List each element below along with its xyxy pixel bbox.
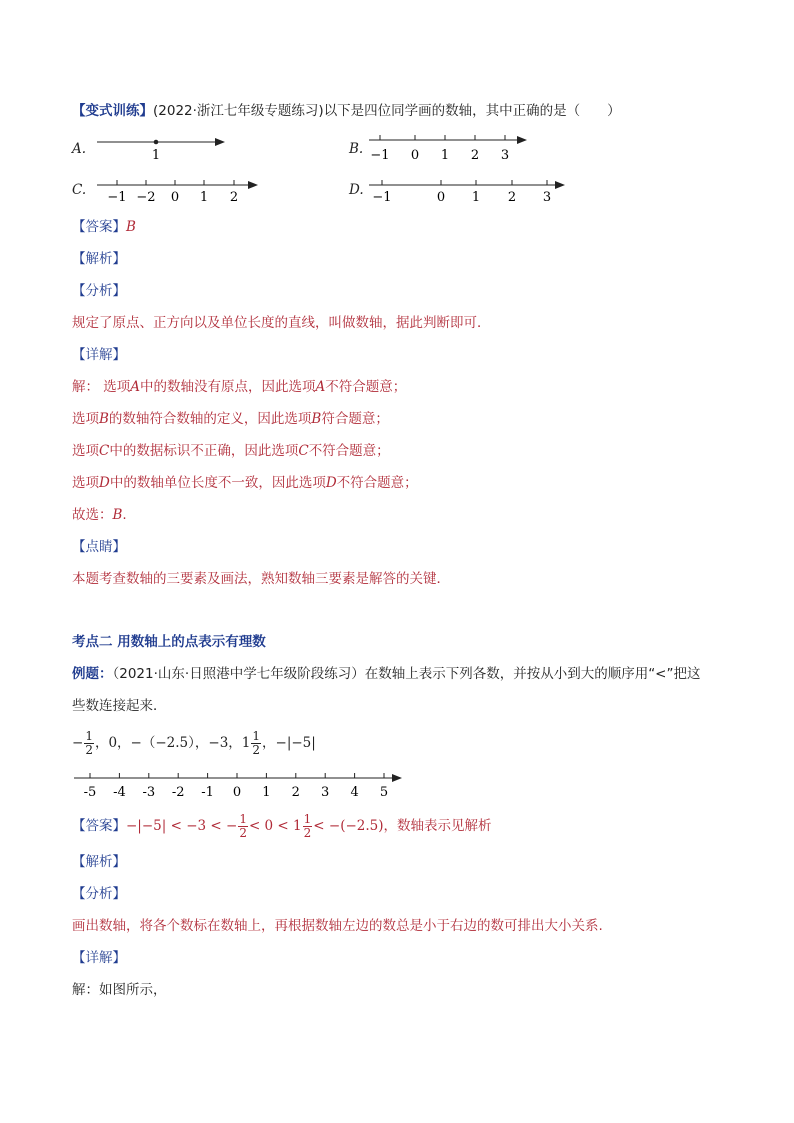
- answer-line-2: [72, 811, 492, 841]
- minus-sign: −: [72, 735, 84, 751]
- detail-tag: 【详解】: [72, 950, 126, 966]
- detail-text: 选项: [72, 411, 99, 427]
- fraction-denominator: 2: [85, 743, 93, 757]
- fraction-mixed: [251, 730, 261, 757]
- detail-text: 不符合题意；: [308, 443, 390, 459]
- point-text: 本题考查数轴的三要素及画法，熟知数轴三要素是解答的关键．: [72, 571, 450, 587]
- number-line-tick-label: -4: [113, 785, 126, 800]
- example-tag: 例题：: [72, 666, 113, 682]
- option-d-label: D.: [349, 182, 364, 198]
- fenxi-text: 规定了原点、正方向以及单位长度的直线，叫做数轴，据此判断即可．: [72, 315, 491, 331]
- fraction-denominator: 2: [239, 826, 247, 840]
- option-c-tick-label: 2: [229, 190, 239, 204]
- detail-text: 符合题意；: [321, 411, 389, 427]
- option-a-label: A.: [72, 141, 87, 157]
- detail-var: A: [315, 379, 326, 395]
- fraction-numerator: 1: [85, 729, 93, 743]
- detail-text: 解： 选项: [72, 379, 131, 395]
- detail-text: 选项: [72, 443, 99, 459]
- answer-fraction: [303, 813, 313, 840]
- detail-text: 不符合题意；: [336, 475, 418, 491]
- example-number-line: [72, 768, 407, 800]
- detail-text: 选项: [72, 475, 99, 491]
- fraction-denominator: 2: [303, 826, 312, 840]
- detail-var: C: [99, 443, 110, 459]
- number-line-tick-label: -2: [171, 785, 185, 800]
- answer-line: [72, 218, 136, 236]
- option-d-tick-label: 2: [507, 190, 517, 204]
- detail-var: D: [325, 475, 337, 491]
- answer-expression: [126, 812, 384, 840]
- option-b-tick-label: −1: [370, 148, 390, 163]
- choose-text: 故选：: [72, 507, 113, 523]
- detail-tag: 【详解】: [72, 347, 126, 363]
- answer-tail: ，数轴表示见解析: [383, 818, 492, 834]
- number-line-tick-label: 4: [350, 785, 359, 800]
- answer-fraction: [238, 813, 248, 840]
- option-b-number-line: [367, 132, 532, 164]
- answer-part: < −(−2.5): [313, 818, 384, 834]
- option-d-tick-label: 1: [471, 190, 481, 204]
- detail-var: B: [99, 411, 109, 427]
- option-c-tick-label: −2: [136, 190, 156, 204]
- answer-value: B: [126, 219, 136, 235]
- detail-var: C: [298, 443, 309, 459]
- fenxi-tag: 【分析】: [72, 283, 126, 299]
- choose-text: .: [122, 507, 127, 523]
- detail-line: [72, 442, 390, 460]
- section-heading: 考点二 用数轴上的点表示有理数: [72, 634, 266, 650]
- option-d-tick-label: −1: [372, 190, 392, 204]
- number-line-tick-label: 3: [321, 785, 330, 800]
- numbers-text: ，0，−（−2.5），−3，1: [94, 735, 251, 751]
- question-stem: [72, 102, 621, 120]
- fraction-numerator: 1: [239, 812, 247, 826]
- answer-tag: 【答案】: [72, 219, 126, 235]
- detail-var: A: [130, 379, 141, 395]
- option-b-tick-label: 3: [500, 148, 510, 163]
- number-line-tick-label: -1: [201, 785, 214, 800]
- numbers-text: ，−|−5|: [262, 735, 316, 751]
- option-c-label: C.: [72, 182, 87, 198]
- option-d-tick-label: 3: [542, 190, 552, 204]
- number-line-tick-label: 5: [379, 785, 389, 800]
- detail-text: 中的数轴单位长度不一致，因此选项: [109, 475, 326, 491]
- number-line-tick-label: -3: [142, 785, 156, 800]
- detail-text: 中的数据标识不正确，因此选项: [109, 443, 299, 459]
- analysis-tag: 【解析】: [72, 854, 126, 870]
- option-c-number-line: [95, 172, 265, 204]
- option-c-tick-label: 0: [170, 190, 180, 204]
- number-line-tick-label: 1: [262, 785, 271, 800]
- fenxi-tag: 【分析】: [72, 886, 126, 902]
- detail-text: 不符合题意；: [325, 379, 407, 395]
- detail-var: B: [311, 411, 322, 427]
- option-b-tick-label: 2: [470, 148, 480, 163]
- fenxi-text: 画出数轴，将各个数标在数轴上，再根据数轴左边的数总是小于右边的数可排出大小关系.: [72, 918, 603, 934]
- example-line: [72, 665, 701, 683]
- fraction-numerator: 1: [303, 812, 312, 826]
- option-b-label: B.: [349, 141, 364, 157]
- option-b-tick-label: 1: [440, 148, 450, 163]
- example-text-cont: 些数连接起来．: [72, 698, 167, 714]
- option-b-tick-label: 0: [410, 148, 420, 163]
- fraction-half: [84, 730, 94, 757]
- option-a-tick-label: 1: [151, 148, 161, 162]
- question-text: 以下是四位同学画的数轴，其中正确的是（ ）: [323, 103, 621, 119]
- question-source: (2022·浙江七年级专题练习): [153, 103, 324, 119]
- option-c-tick-label: −1: [107, 190, 127, 204]
- variant-training-tag: 【变式训练】: [72, 103, 153, 119]
- option-a-number-line: [95, 132, 230, 162]
- answer-part: < 0 < 1: [248, 818, 302, 834]
- choose-line: [72, 506, 127, 524]
- detail-text: 解：如图所示，: [72, 982, 167, 998]
- number-line-tick-label: 0: [232, 785, 242, 800]
- fraction-numerator: 1: [252, 729, 261, 743]
- option-c-tick-label: 1: [199, 190, 209, 204]
- analysis-tag: 【解析】: [72, 251, 126, 267]
- point-tag: 【点睛】: [72, 539, 126, 555]
- fraction-denominator: 2: [252, 743, 261, 757]
- detail-line: [72, 410, 389, 428]
- answer-part: −|−5| < −3 < −: [126, 818, 238, 834]
- detail-line: [72, 378, 406, 396]
- example-text: （2021·山东·日照港中学七年级阶段练习）在数轴上表示下列各数，并按从小到大的顺序用“<”把这: [112, 666, 701, 682]
- numbers-list: [72, 728, 316, 758]
- detail-var: D: [99, 475, 110, 491]
- option-d-tick-label: 0: [436, 190, 446, 204]
- number-line-tick-label: -5: [83, 785, 97, 800]
- detail-text: 中的数轴没有原点，因此选项: [140, 379, 316, 395]
- answer-tag: 【答案】: [72, 818, 126, 834]
- number-line-tick-label: 2: [291, 785, 300, 800]
- detail-line: [72, 474, 418, 492]
- choose-var: B: [112, 507, 123, 523]
- detail-text: 的数轴符合数轴的定义，因此选项: [108, 411, 312, 427]
- option-d-number-line: [367, 172, 572, 204]
